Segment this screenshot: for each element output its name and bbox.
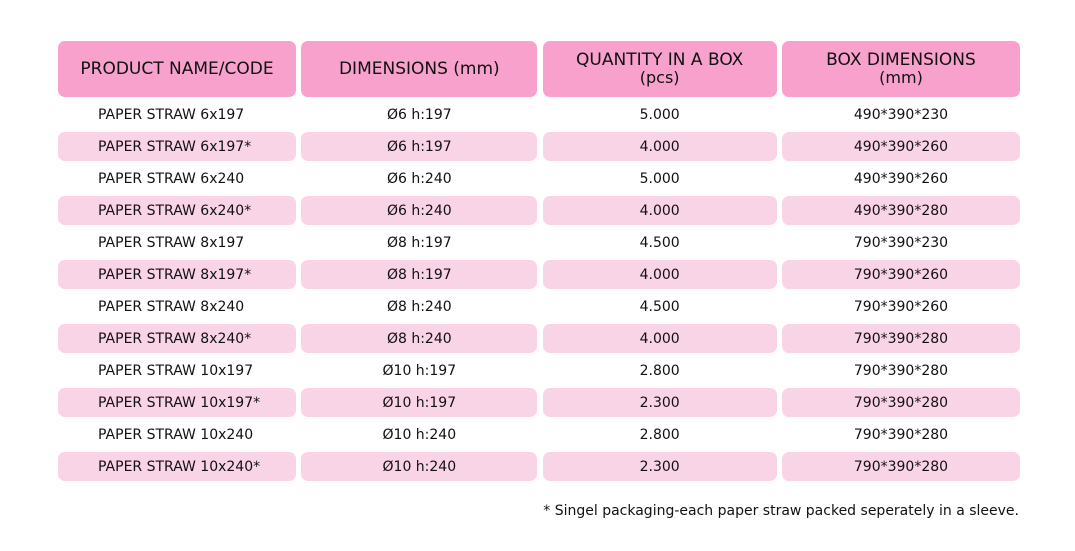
cell-quantity: 4.500 xyxy=(543,228,777,257)
cell-dimensions: Ø6 h:240 xyxy=(301,196,537,225)
table-row xyxy=(58,451,1020,483)
cell-quantity: 4.000 xyxy=(543,324,777,353)
product-table xyxy=(58,41,1020,483)
header-sublabel: (pcs) xyxy=(639,68,680,87)
cell-dimensions: Ø8 h:197 xyxy=(301,260,537,289)
cell-box-dimensions: 790*390*230 xyxy=(782,228,1020,257)
cell-product-name: PAPER STRAW 8x240 xyxy=(58,292,296,321)
cell-product-name: PAPER STRAW 6x197 xyxy=(58,100,296,129)
header-label: QUANTITY IN A BOX xyxy=(576,50,744,70)
footnote: * Singel packaging-each paper straw packed seperately in a sleeve. xyxy=(543,503,1019,519)
cell-product-name: PAPER STRAW 8x197 xyxy=(58,228,296,257)
cell-box-dimensions: 490*390*260 xyxy=(782,132,1020,161)
cell-box-dimensions: 490*390*260 xyxy=(782,164,1020,193)
cell-box-dimensions: 790*390*280 xyxy=(782,356,1020,385)
table-row xyxy=(58,323,1020,355)
cell-product-name: PAPER STRAW 8x197* xyxy=(58,260,296,289)
table-row xyxy=(58,419,1020,451)
cell-box-dimensions: 790*390*260 xyxy=(782,260,1020,289)
cell-quantity: 4.000 xyxy=(543,196,777,225)
cell-quantity: 5.000 xyxy=(543,100,777,129)
table-row xyxy=(58,387,1020,419)
cell-product-name: PAPER STRAW 10x197 xyxy=(58,356,296,385)
cell-dimensions: Ø8 h:240 xyxy=(301,324,537,353)
cell-box-dimensions: 790*390*280 xyxy=(782,452,1020,481)
cell-dimensions: Ø10 h:197 xyxy=(301,388,537,417)
cell-dimensions: Ø6 h:197 xyxy=(301,100,537,129)
cell-product-name: PAPER STRAW 8x240* xyxy=(58,324,296,353)
table-row xyxy=(58,291,1020,323)
table-row xyxy=(58,131,1020,163)
cell-dimensions: Ø10 h:240 xyxy=(301,420,537,449)
table-row xyxy=(58,227,1020,259)
header-quantity xyxy=(543,41,777,97)
cell-box-dimensions: 790*390*280 xyxy=(782,324,1020,353)
cell-box-dimensions: 490*390*230 xyxy=(782,100,1020,129)
cell-dimensions: Ø10 h:240 xyxy=(301,452,537,481)
cell-product-name: PAPER STRAW 10x240 xyxy=(58,420,296,449)
cell-quantity: 4.000 xyxy=(543,260,777,289)
header-label: DIMENSIONS (mm) xyxy=(338,59,500,79)
cell-box-dimensions: 490*390*280 xyxy=(782,196,1020,225)
header-box-dimensions xyxy=(782,41,1020,97)
table-row xyxy=(58,163,1020,195)
cell-quantity: 5.000 xyxy=(543,164,777,193)
cell-product-name: PAPER STRAW 6x240* xyxy=(58,196,296,225)
cell-quantity: 4.000 xyxy=(543,132,777,161)
cell-quantity: 2.800 xyxy=(543,356,777,385)
header-sublabel: (mm) xyxy=(879,68,923,87)
header-label: PRODUCT NAME/CODE xyxy=(80,59,274,79)
cell-box-dimensions: 790*390*260 xyxy=(782,292,1020,321)
cell-box-dimensions: 790*390*280 xyxy=(782,388,1020,417)
header-dimensions xyxy=(301,41,537,97)
cell-quantity: 2.300 xyxy=(543,452,777,481)
cell-dimensions: Ø6 h:197 xyxy=(301,132,537,161)
cell-product-name: PAPER STRAW 6x197* xyxy=(58,132,296,161)
cell-dimensions: Ø6 h:240 xyxy=(301,164,537,193)
table-row xyxy=(58,195,1020,227)
table-row xyxy=(58,99,1020,131)
cell-box-dimensions: 790*390*280 xyxy=(782,420,1020,449)
table-row xyxy=(58,259,1020,291)
cell-quantity: 2.800 xyxy=(543,420,777,449)
cell-quantity: 4.500 xyxy=(543,292,777,321)
cell-dimensions: Ø10 h:197 xyxy=(301,356,537,385)
cell-quantity: 2.300 xyxy=(543,388,777,417)
cell-dimensions: Ø8 h:240 xyxy=(301,292,537,321)
cell-dimensions: Ø8 h:197 xyxy=(301,228,537,257)
cell-product-name: PAPER STRAW 10x240* xyxy=(58,452,296,481)
table-row xyxy=(58,355,1020,387)
cell-product-name: PAPER STRAW 10x197* xyxy=(58,388,296,417)
table-header-row xyxy=(58,41,1020,97)
header-product-name xyxy=(58,41,296,97)
cell-product-name: PAPER STRAW 6x240 xyxy=(58,164,296,193)
header-label: BOX DIMENSIONS xyxy=(826,50,976,70)
